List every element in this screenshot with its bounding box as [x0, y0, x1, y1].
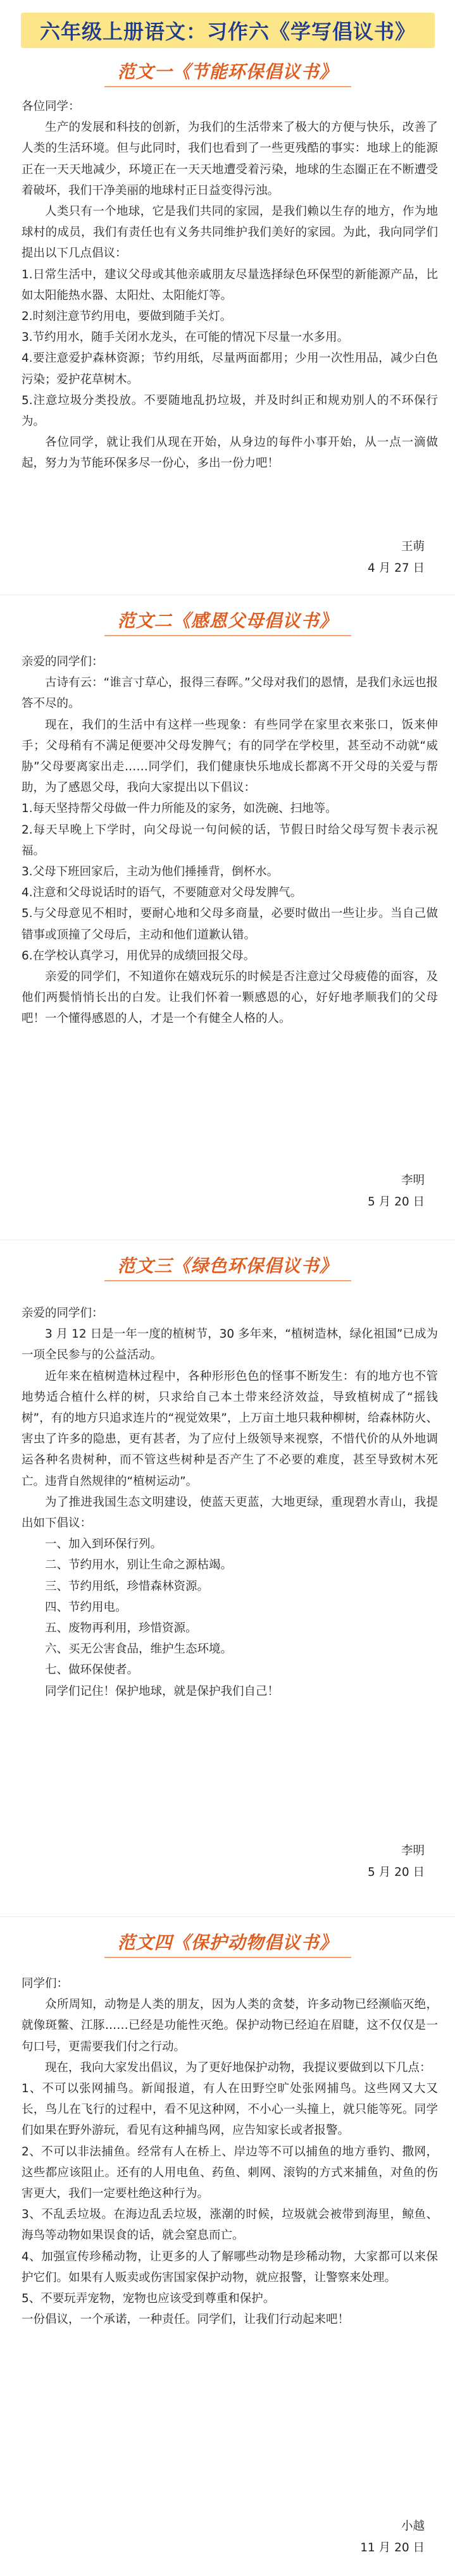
essay-4-salutation: 同学们： [22, 1977, 69, 1990]
essay-2-item: 3.父母下班回家后，主动为他们捶捶背，倒杯水。 [22, 865, 279, 879]
essay-2-paragraph: 古诗有云：“谁言寸草心，报得三春晖。”父母对我们的恩情，是我们永远也报答不尽的。 [22, 676, 438, 711]
essay-1-title: 范文一《节能环保倡议书》 [0, 58, 455, 87]
essay-4-item: 5、不要玩弄宠物，宠物也应该受到尊重和保护。 [22, 2292, 275, 2306]
essay-3-item: 四、节约用电。 [45, 1600, 127, 1614]
essay-1-body [22, 96, 438, 474]
essay-4-title: 范文四《保护动物倡议书》 [0, 1929, 455, 1958]
essay-2-item: 6.在学校认真学习，用优异的成绩回报父母。 [22, 949, 256, 963]
essay-1-item: 3.节约用水，随手关闭水龙头，在可能的情况下尽量一水多用。 [22, 331, 349, 345]
essay-3-item: 三、节约用纸，珍惜森林资源。 [45, 1579, 209, 1593]
essay-2-date: 5 月 20 日 [368, 1195, 425, 1209]
essay-1-date: 4 月 27 日 [368, 562, 425, 575]
essay-2-author: 李明 [401, 1174, 425, 1187]
divider [0, 1916, 455, 1917]
essay-4-body [22, 1973, 438, 2330]
essay-1-paragraph: 生产的发展和科技的创新，为我们的生活带来了极大的方便与快乐，改善了人类的生活环境。但与此同时，我们也看到了一些更残酷的事实：地球上的能源正在一天天地减少，环境正在一天天地遭受着污染，地球的生态圈正在不断遭受着破坏，我们干净美丽的地球村正日益变得污浊。 [22, 121, 438, 197]
essay-2-closing: 亲爱的同学们，不知道你在嬉戏玩乐的时候是否注意过父母疲倦的面容，及他们两鬓悄悄长出的白发。让我们怀着一颗感恩的心，好好地孝顺我们的父母吧！一个懂得感恩的人，才是一个有健全人格的人。 [22, 970, 438, 1026]
essay-3-body [22, 1303, 438, 1702]
essay-3-title: 范文三《绿色环保倡议书》 [0, 1252, 455, 1281]
essay-2-item: 2.每天早晚上下学时，向父母说一句问候的话，节假日时给父母写贺卡表示祝福。 [22, 823, 438, 858]
essay-4-signature [360, 2516, 425, 2559]
essay-1-item: 1.日常生活中，建议父母或其他亲戚朋友尽量选择绿色环保型的新能源产品，比如太阳能热水器、太阳灶、太阳能灯等。 [22, 268, 438, 302]
essay-1-paragraph: 人类只有一个地球，它是我们共同的家园，是我们赖以生存的地方，作为地球村的成员，我们有责任也有义务共同维护我们美好的家园。为此，我向同学们提出以下几点倡议： [22, 205, 438, 261]
essay-4-paragraph: 现在，我向大家发出倡议，为了更好地保护动物，我提议要做到以下几点： [45, 2061, 432, 2074]
essay-1-item: 5.注意垃圾分类投放。不要随地乱扔垃圾，并及时纠正和规劝别人的不环保行为。 [22, 393, 438, 429]
essay-1-item: 2.时刻注意节约用电，要做到随手关灯。 [22, 310, 232, 324]
essay-2-item: 5.与父母意见不相时，要耐心地和父母多商量，必要时做出一些让步。当自己做错事或顶撞了父母后，主动和他们道歉认错。 [22, 907, 438, 942]
essay-3-signature [368, 1840, 425, 1883]
essay-3-paragraph: 3 月 12 日是一年一度的植树节，30 多年来，“植树造林，绿化祖国”已成为一项全民参与的公益活动。 [22, 1328, 438, 1362]
essay-3-item: 六、买无公害食品，维护生态环境。 [45, 1642, 233, 1656]
essay-4-item: 2、不可以非法捕鱼。经常有人在桥上、岸边等不可以捕鱼的地方垂钓、撒网，这些都应该阻止。还有的人用电鱼、药鱼、刺网、滚钩的方式来捕鱼，对鱼的伤害更大，我们一定要杜绝这种行为。 [22, 2145, 438, 2201]
page-title: 六年级上册语文：习作六《学写倡议书》 [39, 20, 416, 44]
essay-3-author: 李明 [401, 1844, 425, 1858]
essay-2-body [22, 651, 438, 1030]
essay-3-item: 五、废物再利用，珍惜资源。 [45, 1622, 197, 1636]
essay-2-salutation: 亲爱的同学们： [22, 655, 104, 669]
essay-3-paragraph: 近年来在植树造林过程中，各种形形色色的怪事不断发生：有的地方也不管地势适合植什么样的树，只求给自己本土带来经济效益，导致植树成了“摇钱树”，有的地方只追求连片的“视觉效果”，上万亩土地只栽种柳树，给森林防火、害虫了许多的隐患，更有甚者，为了应付上级领导来视察，不惜代价的从外地调运各种名贵树种，而不管这些树种是否产生了不必要的难度，甚至导致树木死亡。违背自然规律的“植树运动”。 [22, 1369, 438, 1488]
header-banner [21, 13, 435, 48]
essay-4-item: 1、不可以张网捕鸟。新闻报道，有人在田野空旷处张网捕鸟。这些网又大又长，鸟儿在飞行的过程中，看不见这种网，不小心一头撞上，就只能等死。同学们如果在野外游玩，看见有这种捕鸟网，应告知家长或者报警。 [22, 2082, 438, 2138]
essay-4-item: 3、不乱丢垃圾。在海边乱丢垃圾，涨潮的时候，垃圾就会被带到海里，鲸鱼、海鸟等动物如果误食的话，就会窒息而亡。 [22, 2208, 438, 2243]
essay-3-salutation: 亲爱的同学们： [22, 1307, 104, 1320]
essay-1-signature [368, 536, 425, 579]
essay-3-date: 5 月 20 日 [368, 1866, 425, 1879]
essay-2-paragraph: 现在，我们的生活中有这样一些现象：有些同学在家里衣来张口，饭来伸手；父母稍有不满足便要冲父母发脾气；有的同学在学校里，甚至动不动就“威胁”父母要离家出走……同学们，我们健康快乐地成长都离不开父母的关爱与帮助，为了感恩父母，我向大家提出以下倡议： [22, 718, 438, 795]
essay-4-item: 4、加强宣传珍稀动物，让更多的人了解哪些动物是珍稀动物，大家都可以来保护它们。如果有人贩卖或伤害国家保护动物，就应报警，让警察来处理。 [22, 2250, 438, 2284]
essay-4-author: 小越 [401, 2520, 425, 2533]
essay-2-signature [368, 1170, 425, 1213]
essay-2-title: 范文二《感恩父母倡议书》 [0, 607, 455, 636]
essay-4-date: 11 月 20 日 [360, 2541, 425, 2554]
essay-1-author: 王萌 [401, 540, 425, 553]
essay-2-item: 1.每天坚持帮父母做一件力所能及的家务，如洗碗、扫地等。 [22, 802, 337, 816]
essay-4-closing: 一份倡议，一个承诺，一种责任。同学们，让我们行动起来吧！ [22, 2313, 350, 2327]
essay-3-paragraph: 为了推进我国生态文明建设，使蓝天更蓝，大地更绿，重现碧水青山，我提出如下倡议： [22, 1495, 438, 1531]
essay-3-item: 一、加入到环保行列。 [45, 1538, 163, 1551]
essay-1-item: 4.要注意爱护森林资源；节约用纸，尽量两面都用；少用一次性用品，减少白色污染；爱护花草树木。 [22, 352, 438, 386]
essay-1-salutation: 各位同学： [22, 100, 80, 113]
essay-4-paragraph: 众所周知，动物是人类的朋友，因为人类的贪婪，许多动物已经濒临灭绝，就像斑鳖、江豚……已经是功能性灭绝。保护动物已经迫在眉睫，这不仅仅是一句口号，更需要我们付之行动。 [22, 1998, 438, 2054]
essay-3-item: 七、做环保使者。 [45, 1663, 139, 1677]
essay-3-item: 二、节约用水，别让生命之源枯竭。 [45, 1558, 233, 1572]
essay-2-item: 4.注意和父母说话时的语气，不要随意对父母发脾气。 [22, 886, 302, 900]
essay-3-closing: 同学们记住！保护地球，就是保护我们自己！ [45, 1684, 280, 1698]
essay-1-closing: 各位同学，就让我们从现在开始，从身边的每件小事开始，从一点一滴做起，努力为节能环保多尽一份心，多出一份力吧！ [22, 436, 438, 471]
